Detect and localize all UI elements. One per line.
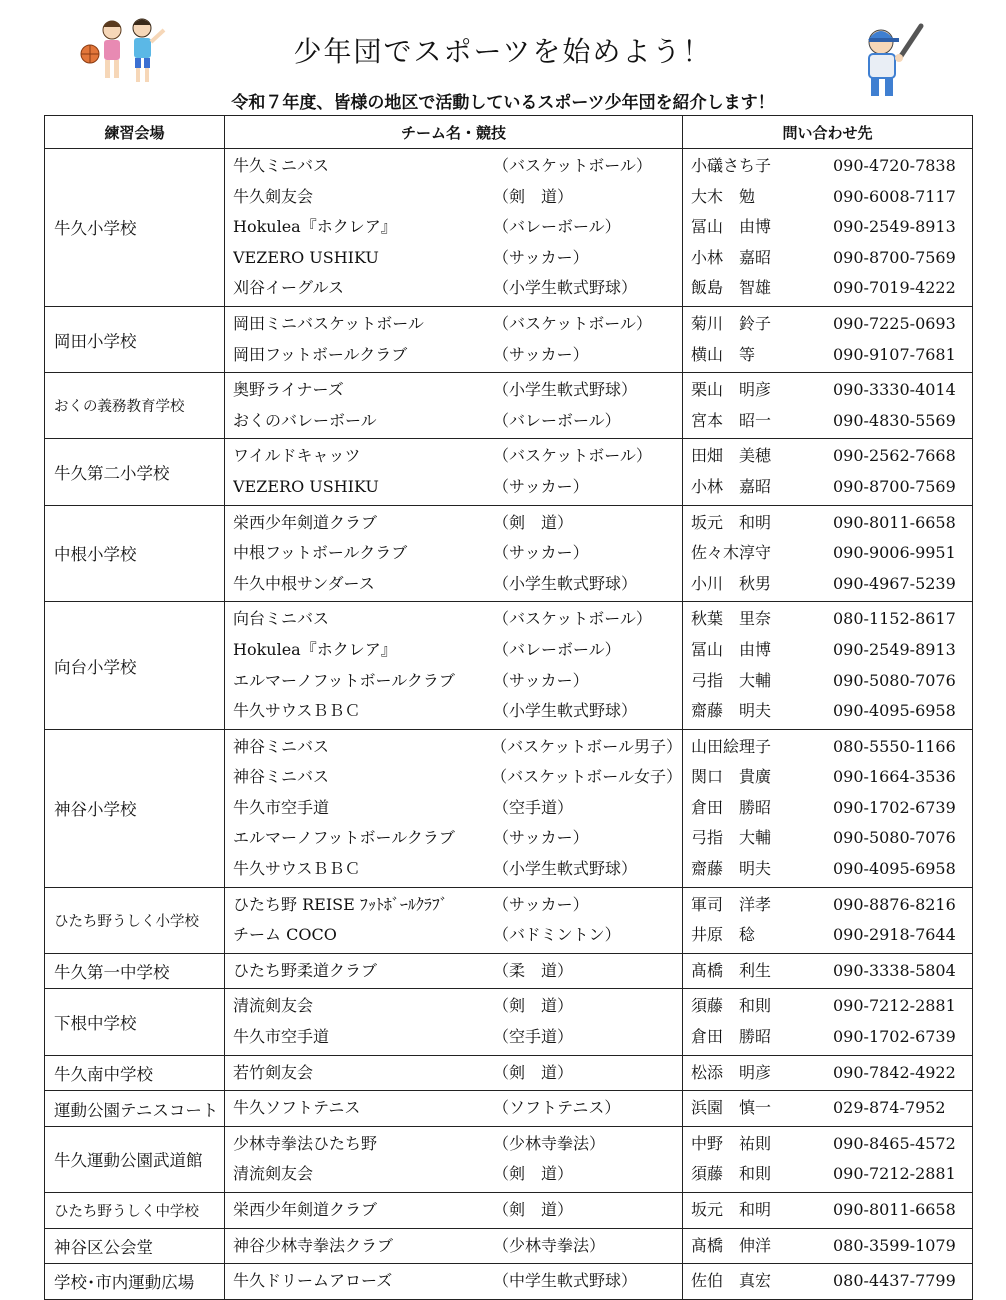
sport-label: （サッカー） <box>493 543 589 563</box>
contact-cell <box>683 887 973 953</box>
table-row <box>45 1193 973 1229</box>
team-cell <box>225 505 683 602</box>
sport-label: （柔 道） <box>493 960 574 980</box>
table-body <box>45 149 973 1300</box>
sport-label: （剣 道） <box>493 186 574 206</box>
table-row <box>45 1228 973 1264</box>
contact-cell <box>683 989 973 1055</box>
contact-phone: 090-7225-0693 <box>833 313 956 333</box>
contact-person: 飯島 智雄 <box>691 278 772 298</box>
team-line <box>233 696 682 727</box>
sport-label: （バレーボール） <box>493 217 621 237</box>
team-line <box>233 991 682 1022</box>
contact-phone: 090-3330-4014 <box>833 380 956 400</box>
contact-phone: 090-1702-6739 <box>833 1027 956 1047</box>
team-line <box>233 273 682 304</box>
page-header <box>0 0 1006 114</box>
contact-cell <box>683 1055 973 1091</box>
team-line <box>233 1266 682 1297</box>
team-cell <box>225 729 683 887</box>
sport-label: （剣 道） <box>493 512 574 532</box>
contact-person: 中野 祐則 <box>691 1133 772 1153</box>
contact-person: 山田絵理子 <box>691 736 772 756</box>
contact-phone: 090-8011-6658 <box>833 512 956 532</box>
sport-label: （剣 道） <box>493 1164 574 1184</box>
contact-line <box>691 309 972 340</box>
team-name: 牛久ミニバス <box>233 156 330 175</box>
contact-phone: 090-2549-8913 <box>833 639 956 659</box>
contact-line <box>691 151 972 182</box>
contact-phone: 090-2549-8913 <box>833 217 956 237</box>
contact-line <box>691 182 972 213</box>
team-line <box>233 666 682 697</box>
table-row <box>45 989 973 1055</box>
table-row <box>45 149 973 307</box>
team-line <box>233 854 682 885</box>
contact-line <box>691 920 972 951</box>
venue-name: 牛久運動公園武道館 <box>45 1126 225 1192</box>
contact-line <box>691 1231 972 1262</box>
table-row <box>45 505 973 602</box>
contact-person: 松添 明彦 <box>691 1062 772 1082</box>
contact-cell <box>683 149 973 307</box>
sport-label: （小学生軟式野球） <box>493 573 638 593</box>
contact-line <box>691 696 972 727</box>
contact-phone: 090-8700-7569 <box>833 476 956 496</box>
contact-person: 佐伯 真宏 <box>691 1271 772 1291</box>
contact-phone: 090-8700-7569 <box>833 247 956 267</box>
contact-line <box>691 762 972 793</box>
contact-line <box>691 243 972 274</box>
contact-line <box>691 1058 972 1089</box>
sport-label: （剣 道） <box>493 996 574 1016</box>
contact-line <box>691 1159 972 1190</box>
contact-person: 齋藤 明夫 <box>691 701 772 721</box>
contact-line <box>691 793 972 824</box>
team-cell <box>225 1264 683 1300</box>
venue-name: 神谷区公会堂 <box>45 1228 225 1264</box>
team-line <box>233 309 682 340</box>
team-name: 牛久市空手道 <box>233 797 330 817</box>
contact-phone: 080-3599-1079 <box>833 1235 956 1255</box>
contact-phone: 029-874-7952 <box>833 1098 946 1118</box>
contact-line <box>691 1195 972 1226</box>
contact-phone: 090-6008-7117 <box>833 186 956 206</box>
table-row <box>45 953 973 989</box>
contact-person: 横山 等 <box>691 344 756 364</box>
contact-person: 弓指 大輔 <box>691 828 772 848</box>
table-row <box>45 602 973 729</box>
contact-cell <box>683 505 973 602</box>
team-name: 牛久サウスＢＢＣ <box>233 859 361 879</box>
venue-name: 牛久第二小学校 <box>45 439 225 505</box>
team-name: 清流剣友会 <box>233 1164 314 1184</box>
contact-cell <box>683 1126 973 1192</box>
contact-phone: 090-2918-7644 <box>833 925 956 945</box>
contact-line <box>691 340 972 371</box>
team-line <box>233 956 682 987</box>
team-line <box>233 182 682 213</box>
team-line <box>233 890 682 921</box>
team-name: Hokulea『ホクレア』 <box>233 639 397 659</box>
team-cell <box>225 953 683 989</box>
contact-person: 髙橋 利生 <box>691 960 772 980</box>
contact-person: 菊川 鈴子 <box>691 313 772 333</box>
contact-phone: 090-4967-5239 <box>833 573 956 593</box>
team-name: 牛久市空手道 <box>233 1027 330 1047</box>
contact-line <box>691 508 972 539</box>
team-line <box>233 243 682 274</box>
team-name: おくのバレーボール <box>233 410 377 430</box>
team-line <box>233 212 682 243</box>
team-cell <box>225 1091 683 1127</box>
contact-phone: 090-7019-4222 <box>833 278 956 298</box>
team-name: 栄西少年剣道クラブ <box>233 1200 378 1219</box>
team-name: チーム COCO <box>233 925 337 945</box>
contact-person: 坂元 和明 <box>691 1200 772 1219</box>
team-line <box>233 441 682 472</box>
contact-phone: 090-4095-6958 <box>833 701 956 721</box>
venue-name: 神谷小学校 <box>45 729 225 887</box>
header-team: チーム名・競技 <box>225 116 683 149</box>
contact-phone: 090-1664-3536 <box>833 767 956 787</box>
sport-label: （サッカー） <box>493 247 589 267</box>
contact-person: 弓指 大輔 <box>691 670 772 690</box>
sport-label: （バドミントン） <box>493 925 621 945</box>
team-cell <box>225 149 683 307</box>
team-name: 牛久ソフトテニス <box>233 1098 361 1118</box>
contact-phone: 090-5080-7076 <box>833 670 956 690</box>
sport-label: （サッカー） <box>493 828 589 848</box>
venue-name: ひたち野うしく小学校 <box>45 887 225 953</box>
contact-cell <box>683 1264 973 1300</box>
team-name: VEZERO USHIKU <box>233 476 379 496</box>
contact-person: 小林 嘉昭 <box>691 247 772 267</box>
contact-phone: 080-1152-8617 <box>833 609 956 629</box>
team-line <box>233 1231 682 1262</box>
team-name: VEZERO USHIKU <box>233 247 379 267</box>
contact-person: 小林 嘉昭 <box>691 476 772 496</box>
sport-label: （バスケットボール） <box>493 446 652 466</box>
sport-label: （バレーボール） <box>493 639 621 659</box>
contact-phone: 090-1702-6739 <box>833 797 956 817</box>
sport-label: （中学生軟式野球） <box>493 1271 638 1291</box>
contact-phone: 090-2562-7668 <box>833 446 956 466</box>
contact-phone: 090-8011-6658 <box>833 1200 956 1219</box>
sport-label: （ソフトテニス） <box>493 1098 621 1118</box>
team-line <box>233 732 682 763</box>
team-cell <box>225 1193 683 1229</box>
team-line <box>233 340 682 371</box>
contact-person: 大木 勉 <box>691 186 756 206</box>
team-cell <box>225 1228 683 1264</box>
contact-line <box>691 441 972 472</box>
venue-name: 学校･市内運動広場 <box>45 1264 225 1300</box>
contact-person: 宮本 昭一 <box>691 410 772 430</box>
contact-line <box>691 569 972 600</box>
venue-name: 牛久小学校 <box>45 149 225 307</box>
table-header-row <box>45 116 973 149</box>
team-name: ワイルドキャッツ <box>233 446 361 466</box>
team-name: 少林寺拳法ひたち野 <box>233 1133 378 1153</box>
contact-line <box>691 823 972 854</box>
table-row <box>45 1091 973 1127</box>
table-row <box>45 729 973 887</box>
table-row <box>45 439 973 505</box>
contact-cell <box>683 1091 973 1127</box>
team-line <box>233 472 682 503</box>
contact-phone: 090-4720-7838 <box>833 156 956 175</box>
contact-cell <box>683 1193 973 1229</box>
team-name: 向台ミニバス <box>233 609 330 629</box>
table-row <box>45 1264 973 1300</box>
contact-cell <box>683 1228 973 1264</box>
sport-label: （バスケットボール） <box>493 156 652 175</box>
contact-cell <box>683 729 973 887</box>
team-cell <box>225 439 683 505</box>
team-line <box>233 1058 682 1089</box>
sport-label: （バスケットボール男子） <box>491 736 682 756</box>
sport-label: （空手道） <box>493 1027 574 1047</box>
contact-line <box>691 1129 972 1160</box>
sport-label: （バスケットボール） <box>493 609 652 629</box>
contact-phone: 090-3338-5804 <box>833 960 956 980</box>
contact-line <box>691 406 972 437</box>
contact-line <box>691 1022 972 1053</box>
contact-line <box>691 1093 972 1124</box>
sport-label: （サッカー） <box>493 670 589 690</box>
contact-line <box>691 890 972 921</box>
contact-phone: 090-7842-4922 <box>833 1062 956 1082</box>
sport-label: （剣 道） <box>493 1062 574 1082</box>
contact-person: 栗山 明彦 <box>691 380 772 400</box>
contact-line <box>691 666 972 697</box>
team-line <box>233 823 682 854</box>
contact-person: 浜園 慎一 <box>691 1098 772 1118</box>
team-cell <box>225 989 683 1055</box>
contact-line <box>691 472 972 503</box>
header-venue: 練習会場 <box>45 116 225 149</box>
team-line <box>233 604 682 635</box>
team-line <box>233 1159 682 1190</box>
page-title: 少年団でスポーツを始めよう！ <box>293 35 713 68</box>
team-name: 若竹剣友会 <box>233 1062 314 1082</box>
team-name: ひたち野柔道クラブ <box>233 960 378 980</box>
team-cell <box>225 887 683 953</box>
venue-name: 岡田小学校 <box>45 306 225 372</box>
contact-person: 軍司 洋孝 <box>691 894 772 914</box>
contact-person: 坂元 和明 <box>691 512 772 532</box>
sport-label: （小学生軟式野球） <box>493 701 638 721</box>
sports-club-table <box>44 115 973 1300</box>
contact-person: 髙橋 伸洋 <box>691 1235 772 1255</box>
team-name: 栄西少年剣道クラブ <box>233 512 378 532</box>
page-subtitle: 令和７年度、皆様の地区で活動しているスポーツ少年団を紹介します！ <box>231 93 775 113</box>
team-line <box>233 1129 682 1160</box>
team-name: 清流剣友会 <box>233 996 314 1016</box>
sport-label: （サッカー） <box>493 344 589 364</box>
team-line <box>233 920 682 951</box>
contact-person: 冨山 由博 <box>691 639 772 659</box>
sport-label: （空手道） <box>493 797 574 817</box>
venue-name: ひたち野うしく中学校 <box>45 1193 225 1229</box>
team-name: 神谷少林寺拳法クラブ <box>233 1235 394 1255</box>
team-line <box>233 762 682 793</box>
table-row <box>45 306 973 372</box>
contact-line <box>691 604 972 635</box>
contact-line <box>691 538 972 569</box>
contact-person: 冨山 由博 <box>691 217 772 237</box>
team-name: Hokulea『ホクレア』 <box>233 217 397 237</box>
contact-person: 倉田 勝昭 <box>691 1027 772 1047</box>
sport-label: （少林寺拳法） <box>493 1133 606 1153</box>
team-name: 牛久中根サンダース <box>233 573 375 593</box>
team-line <box>233 793 682 824</box>
team-name: 奥野ライナーズ <box>233 380 344 400</box>
sport-label: （バレーボール） <box>493 410 621 430</box>
contact-cell <box>683 953 973 989</box>
contact-person: 須藤 和則 <box>691 1164 772 1184</box>
venue-name: 牛久南中学校 <box>45 1055 225 1091</box>
sport-label: （少林寺拳法） <box>493 1235 606 1255</box>
venue-name: 運動公園テニスコート <box>45 1091 225 1127</box>
team-cell <box>225 373 683 439</box>
sport-label: （小学生軟式野球） <box>493 380 638 400</box>
contact-phone: 090-8876-8216 <box>833 894 956 914</box>
contact-phone: 090-9107-7681 <box>833 344 956 364</box>
contact-person: 井原 稔 <box>691 925 756 945</box>
contact-phone: 080-4437-7799 <box>833 1271 956 1291</box>
team-name: 神谷ミニバス <box>233 767 330 787</box>
contact-person: 田畑 美穂 <box>691 446 772 466</box>
team-line <box>233 375 682 406</box>
contact-cell <box>683 439 973 505</box>
venue-name: 牛久第一中学校 <box>45 953 225 989</box>
team-line <box>233 406 682 437</box>
contact-phone: 090-5080-7076 <box>833 828 956 848</box>
contact-line <box>691 635 972 666</box>
team-line <box>233 508 682 539</box>
sport-label: （小学生軟式野球） <box>493 278 638 298</box>
team-line <box>233 1195 682 1226</box>
contact-phone: 090-7212-2881 <box>833 996 956 1016</box>
team-name: 岡田ミニバスケットボール <box>233 313 424 333</box>
contact-line <box>691 732 972 763</box>
contact-person: 須藤 和則 <box>691 996 772 1016</box>
team-name: 牛久ドリームアローズ <box>233 1271 393 1291</box>
contact-line <box>691 212 972 243</box>
contact-person: 関口 貴廣 <box>691 767 772 787</box>
contact-person: 佐々木淳守 <box>691 543 772 563</box>
sport-label: （サッカー） <box>493 894 589 914</box>
contact-cell <box>683 306 973 372</box>
contact-person: 齋藤 明夫 <box>691 859 772 879</box>
contact-phone: 090-4095-6958 <box>833 859 956 879</box>
contact-line <box>691 991 972 1022</box>
contact-person: 倉田 勝昭 <box>691 797 772 817</box>
sport-label: （サッカー） <box>493 476 589 496</box>
contact-phone: 090-4830-5569 <box>833 410 956 430</box>
sport-label: （バスケットボール女子） <box>491 767 682 787</box>
team-cell <box>225 1126 683 1192</box>
contact-person: 小礒さち子 <box>691 156 772 175</box>
team-name: 中根フットボールクラブ <box>233 543 408 563</box>
team-name: エルマーノフットボールクラブ <box>233 670 455 690</box>
team-line <box>233 538 682 569</box>
team-name: 岡田フットボールクラブ <box>233 344 408 364</box>
contact-line <box>691 375 972 406</box>
contact-person: 秋葉 里奈 <box>691 609 772 629</box>
table-row <box>45 1126 973 1192</box>
team-name: 牛久剣友会 <box>233 186 314 206</box>
venue-name: 下根中学校 <box>45 989 225 1055</box>
sport-label: （バスケットボール） <box>493 313 652 333</box>
contact-phone: 090-7212-2881 <box>833 1164 956 1184</box>
contact-cell <box>683 602 973 729</box>
contact-person: 小川 秋男 <box>691 573 772 593</box>
venue-name: 向台小学校 <box>45 602 225 729</box>
team-name: エルマーノフットボールクラブ <box>233 828 455 848</box>
contact-line <box>691 273 972 304</box>
sport-label: （剣 道） <box>493 1200 574 1219</box>
sport-label: （小学生軟式野球） <box>493 859 638 879</box>
header-contact: 問い合わせ先 <box>683 116 973 149</box>
contact-phone: 090-8465-4572 <box>833 1133 956 1153</box>
team-name: 牛久サウスＢＢＣ <box>233 701 361 721</box>
team-name: ひたち野 REISE ﾌｯﾄﾎﾞｰﾙｸﾗﾌﾞ <box>233 894 448 914</box>
team-cell <box>225 306 683 372</box>
team-line <box>233 1022 682 1053</box>
team-cell <box>225 602 683 729</box>
team-line <box>233 1093 682 1124</box>
contact-phone: 090-9006-9951 <box>833 543 956 563</box>
contact-cell <box>683 373 973 439</box>
team-line <box>233 151 682 182</box>
contact-phone: 080-5550-1166 <box>833 736 956 756</box>
contact-line <box>691 956 972 987</box>
table-row <box>45 887 973 953</box>
team-line <box>233 569 682 600</box>
contact-line <box>691 854 972 885</box>
team-line <box>233 635 682 666</box>
team-cell <box>225 1055 683 1091</box>
table-row <box>45 1055 973 1091</box>
team-name: 神谷ミニバス <box>233 736 330 756</box>
venue-name: 中根小学校 <box>45 505 225 602</box>
contact-line <box>691 1266 972 1297</box>
table-row <box>45 373 973 439</box>
team-name: 刈谷イーグルス <box>233 278 345 298</box>
venue-name: おくの義務教育学校 <box>45 373 225 439</box>
